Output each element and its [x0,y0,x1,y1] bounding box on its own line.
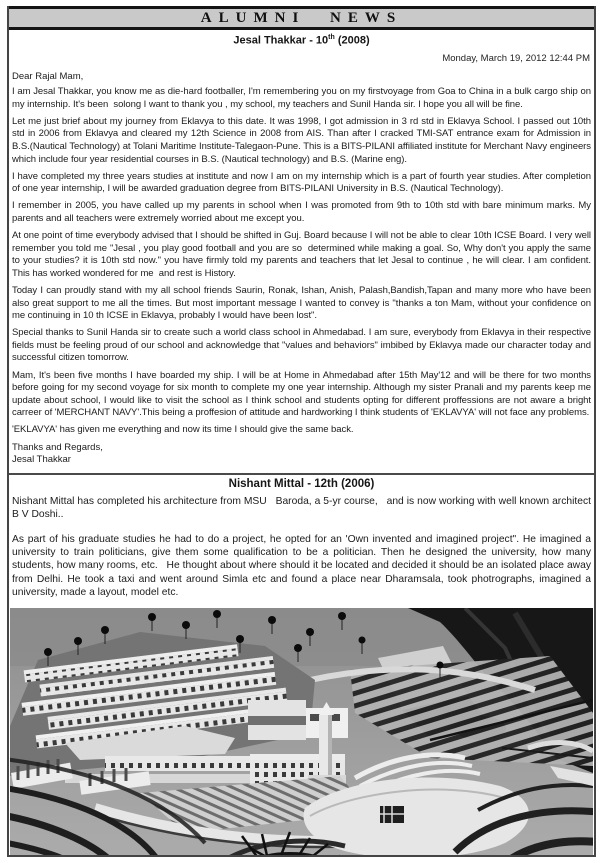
letter-paragraph: I have completed my three years studies at institute and now I am on my internship which is a part of fourth year studies. After completion of one year internship, I will be awarded graduation degree from BITS-PILANI University in B.S. (Nautical Technology). [12,170,591,195]
letter-paragraph: Special thanks to Sunil Handa sir to create such a world class school in Ahmedabad. I am sure, everybody from Eklavya in their respective fields must be feeling proud of our school and acknowledge that "values and behaviors" imbibed by Eklavya made our character today and successful citizen tomorrow. [12,327,591,364]
page-frame [7,6,596,857]
letter-paragraph: Today I can proudly stand with my all school friends Saurin, Ronak, Ishan, Anish, Palash,Bandish,Tapan and many more who have been also great support to me all the times. But most important message I wanted to convey is "thanks a ton Mam, without your confidence on me continuing in 10 th ICSE in Eklavya, probably I would have been lost". [12,284,591,322]
letter-closing [12,442,591,467]
letter-paragraph: Mam, It's been five months I have boarded my ship. I will be at Home in Ahmedabad after 15th May'12 and will be there for two months before going for my second voyage for six month to complete my one year internship. Although my sister Pranali and my parents keep me update about school, I would like to visit the school as I think school and students opting for different proffessions are not aware a bright carreer of 'MERCHANT NAVY'.This being a proffesion of attitude and hardworking I think students of 'EKLAVYA' will not face any problems. [12,369,591,419]
letter-paragraph: At one point of time everybody advised that I should be shifted in Guj. Board because I will not be able to clear 10th ICSE Board. I very well remember you told me "Jesal , you play good football and you are so determined while making a goal. So, Why don't you apply the same to your studies? it is 10th std now." you have firmly told my parents and teachers that let Jesal to continue , he will clear. I am confident. This has worked wondered for me and rest is History. [12,230,591,279]
closing-text: Thanks and Regards, [12,441,103,453]
section-divider [9,473,594,475]
banner [9,6,594,30]
section2-heading: Nishant Mittal - 12th (2006) [228,477,375,490]
section2-paragraph: As part of his graduate studies he had to do a project, he opted for an 'Own invented and imagined project". He imagined a university to train politicians, give them some qualification to be a politician. Then he designed the university, how many students, how many rooms, etc. He thought about where should it be located and decided it should be an isolated place away from Delhi. He took a taxi and went around Simla etc and found a place near Dharamsala, took photrographs, imagined a university, made a layout, model etc. [12,533,591,599]
date-line: Monday, March 19, 2012 12:44 PM [442,52,590,64]
letter-author: Jesal Thakkar - 10 [233,34,329,47]
banner-title: ALUMNI NEWS [200,10,403,26]
letter-heading [9,34,594,47]
letter-author-sup: th [328,34,335,41]
salutation: Dear Rajal Mam, [12,70,84,82]
letter-paragraph: Let me just brief about my journey from Eklavya to this date. It was 1998, I got admission in 3 rd std in Eklavya School. I passed out 10th std in 2006 from Eklavya and cleared my 12th Science in 2008 from AIS. Than after I cracked TMI-SAT entrance exam for Admission in B.S.(Nautical Technology) at Tolani Maritime Institute-Talegaon-Pune. This is a BITS-PILANI affiliated institute for Merchant Navy engineers which include four year residential courses in B.S. (Nautical technology) and B.S. (Marine eng). [12,115,591,165]
section2-paragraph: Nishant Mittal has completed his architecture from MSU Baroda, a 5-yr course, and is now working with well known architect B V Doshi.. [12,495,591,521]
letter-paragraph: I remember in 2005, you have called up my parents in school when I was promoted from 9th to 10th std with bare minimum marks. My parents and all teachers were extremely worried about me except you. [12,200,591,224]
model-photo-svg [10,608,593,857]
signature: Jesal Thakkar [12,454,71,466]
letter-author-year: (2008) [334,34,370,47]
model-photo [10,608,593,857]
letter-paragraph: I am Jesal Thakkar, you know me as die-hard footballer, I'm remembering you on my firstvoyage from Goa to China in a bulk cargo ship on my internship. It's been solong I want to thank you , my school, my teachers and Sunil Handa sir. I hope you all will be fine. [12,86,591,110]
letter-paragraph: 'EKLAVYA' has given me everything and now its time I should give the same back. [12,424,354,436]
